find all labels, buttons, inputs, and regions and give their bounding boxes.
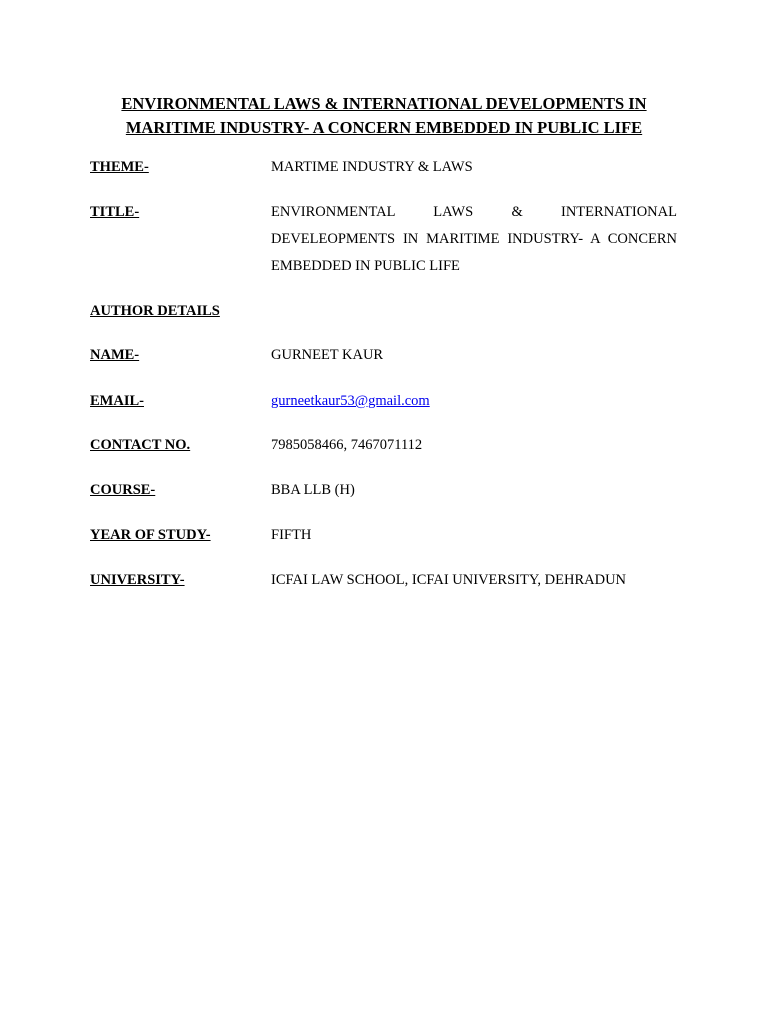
year-label: YEAR OF STUDY- <box>90 527 211 543</box>
course-label: COURSE- <box>90 482 156 498</box>
theme-label: THEME- <box>90 159 149 175</box>
year-value: FIFTH <box>271 527 312 543</box>
theme-value: MARTIME INDUSTRY & LAWS <box>271 159 473 175</box>
email-link[interactable]: gurneetkaur53@gmail.com <box>271 393 430 409</box>
year-row <box>90 522 678 549</box>
university-row <box>90 567 678 594</box>
name-row <box>90 342 678 369</box>
author-details-heading: AUTHOR DETAILS <box>90 303 220 319</box>
course-row <box>90 477 678 504</box>
name-value: GURNEET KAUR <box>271 347 384 363</box>
contact-label: CONTACT NO. <box>90 437 191 453</box>
contact-value: 7985058466, 7467071112 <box>271 437 423 453</box>
email-label: EMAIL- <box>90 393 144 409</box>
email-row <box>90 388 678 415</box>
name-label: NAME- <box>90 347 140 363</box>
university-value: ICFAI LAW SCHOOL, ICFAI UNIVERSITY, DEHRADUN <box>271 572 627 588</box>
theme-row <box>90 154 678 181</box>
title-value: ENVIRONMENTAL LAWS & INTERNATIONAL DEVELEOPMENTS IN MARITIME INDUSTRY- A CONCERN EMBEDDED IN PUBLIC LIFE <box>271 204 677 274</box>
title-label: TITLE- <box>90 204 140 220</box>
email-value-container <box>271 388 677 415</box>
document-title: ENVIRONMENTAL LAWS & INTERNATIONAL DEVELOPMENTS IN MARITIME INDUSTRY- A CONCERN EMBEDDED IN PUBLIC LIFE <box>121 94 647 137</box>
contact-row <box>90 432 678 459</box>
course-value: BBA LLB (H) <box>271 482 355 498</box>
university-label: UNIVERSITY- <box>90 572 185 588</box>
title-row <box>90 199 678 280</box>
